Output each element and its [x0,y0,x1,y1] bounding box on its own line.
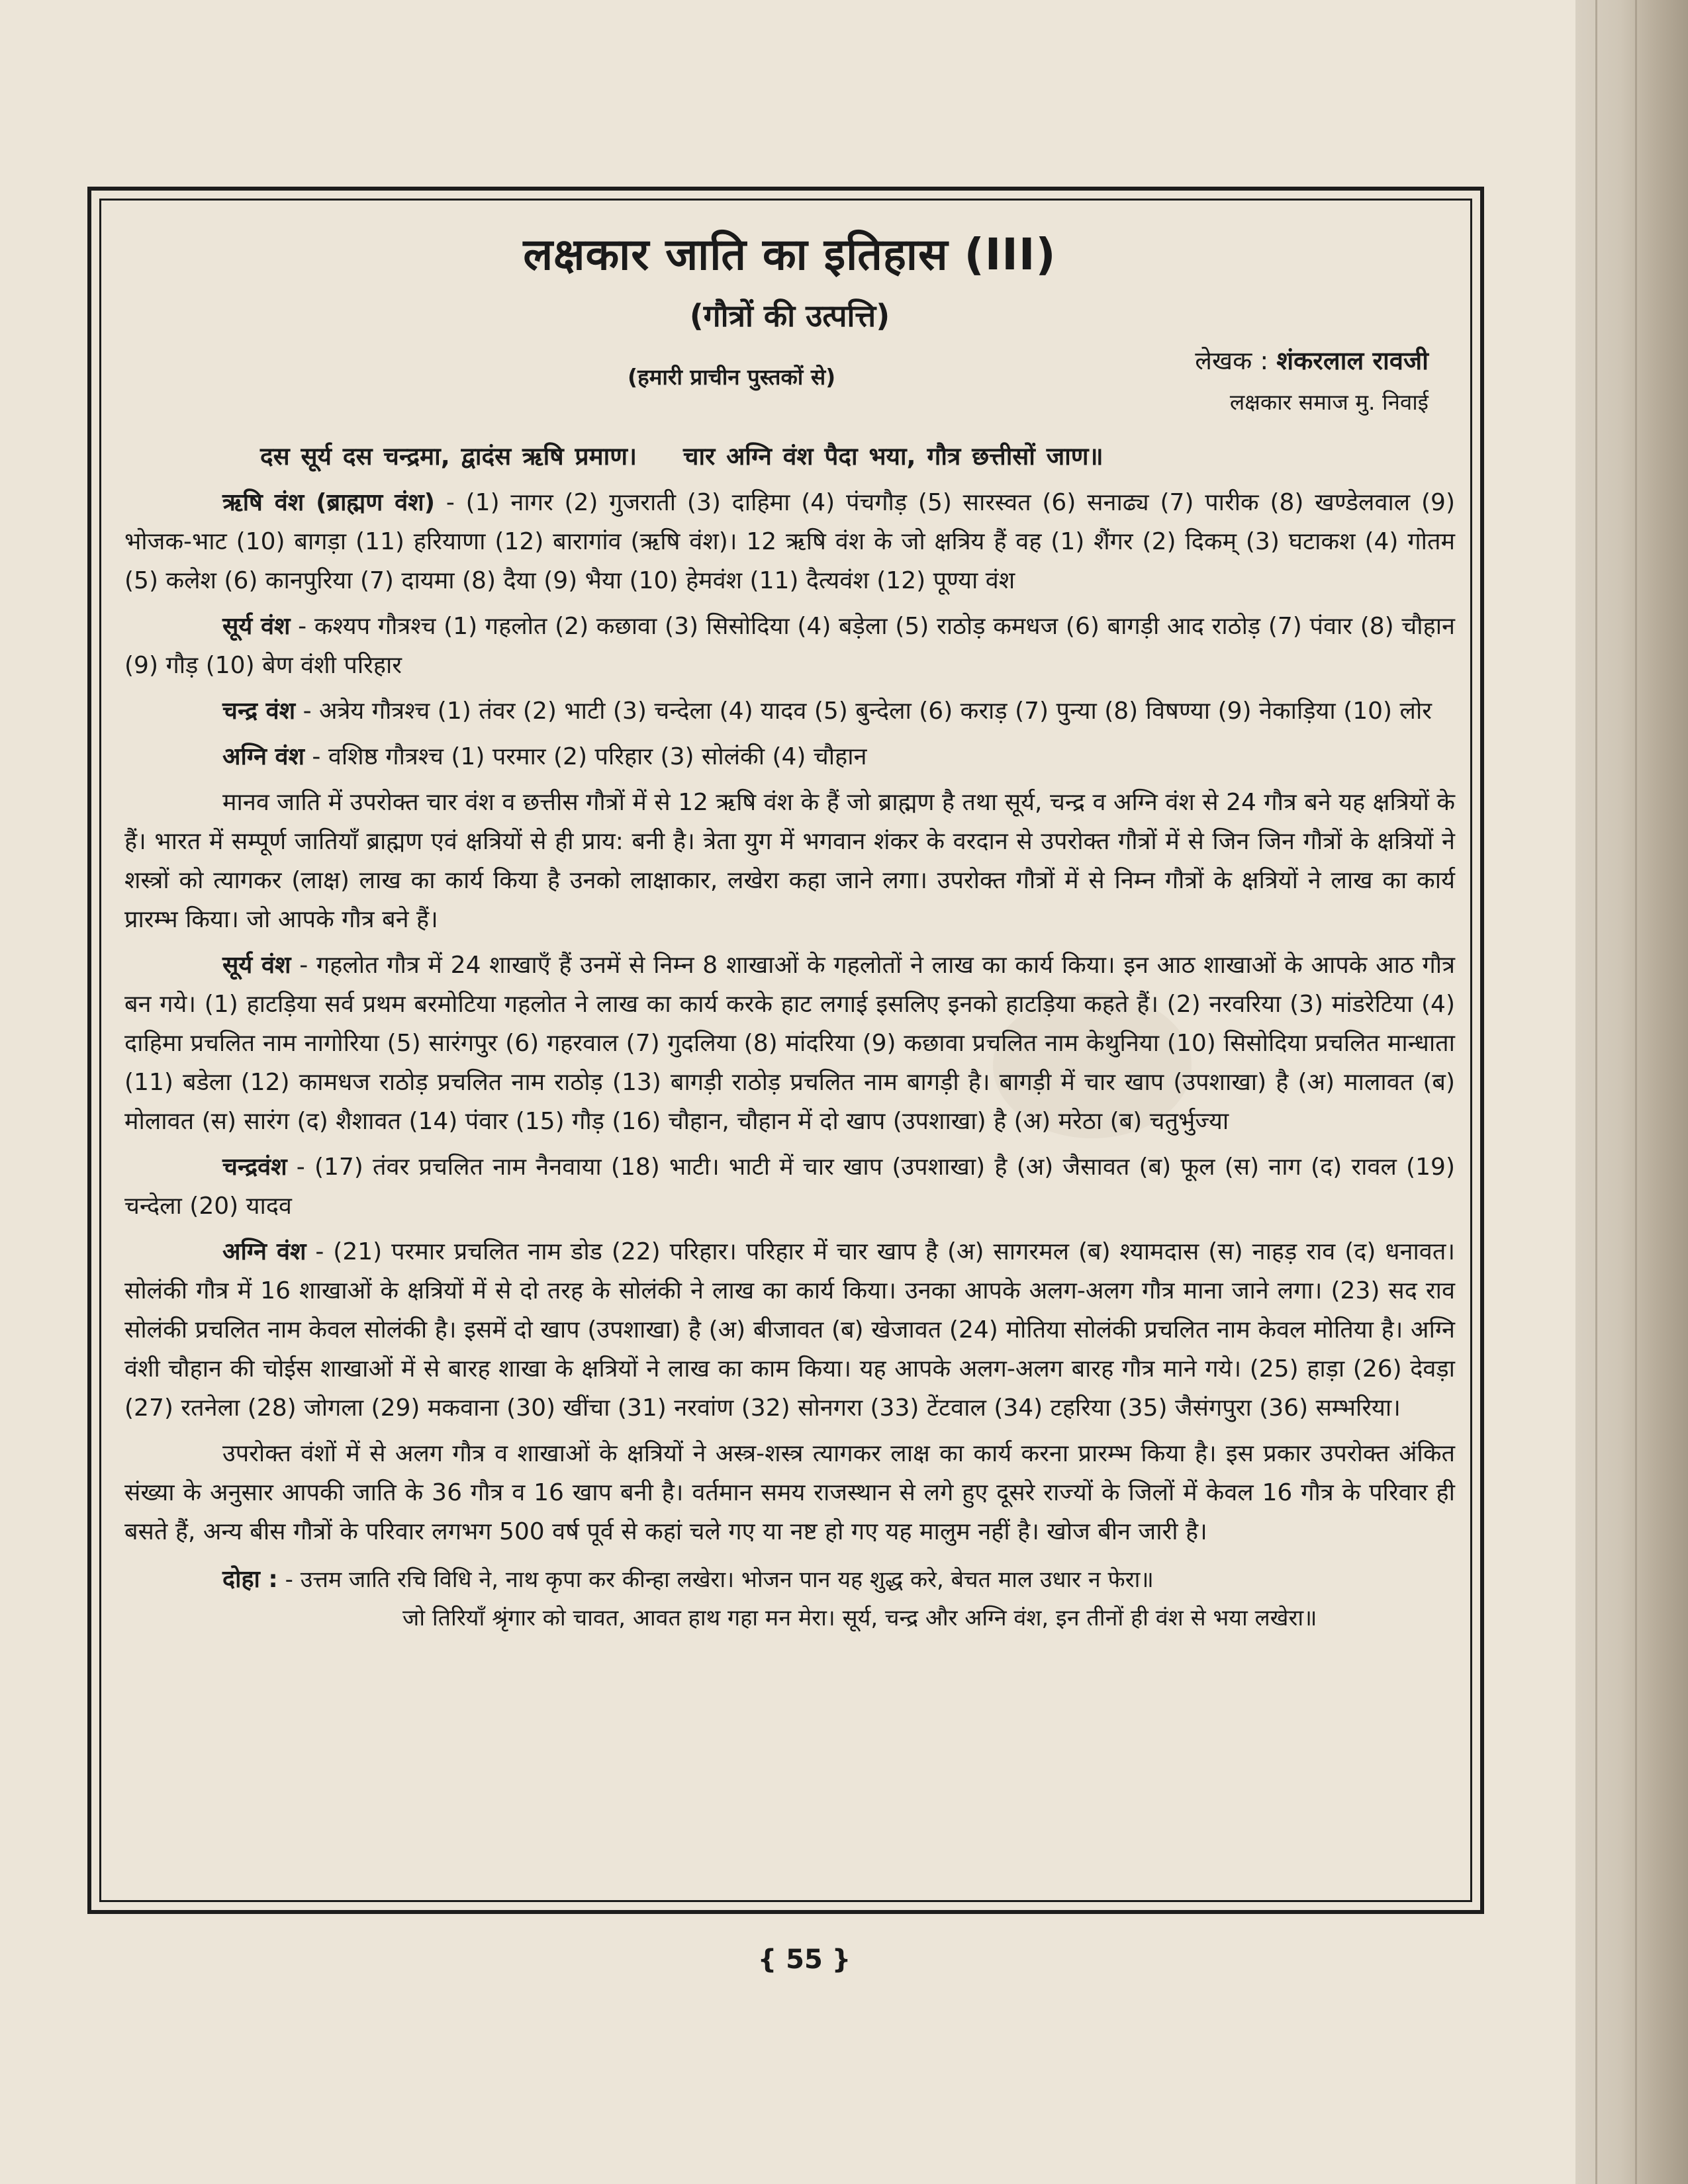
paragraph [124,946,1455,1141]
paragraph-heading: अग्नि वंश [222,1238,306,1265]
doha-line-1: - उत्तम जाति रचि विधि ने, नाथ कृपा कर कीन्हा लखेरा। भोजन पान यह शुद्ध करे, बेचत माल उधार न फेरा॥ [277,1567,1154,1593]
paragraph-text: - (1) नागर (2) गुजराती (3) दाहिमा (4) पंचगौड़ (5) सारस्वत (6) सनाढ्य (7) पारीक (8) खण्डेलवाल (9) भोजक-भाट (10) बागड़ा (11) हरियाणा (12) बारागांव (ऋषि वंश)। 12 ऋषि वंश के जो क्षत्रिय हैं वह (1) शैंगर (2) दिकम् (3) घटाकश (4) गोतम (5) कलेश (6) कानपुरिया (7) दायमा (8) दैया (9) भैया (10) हेमवंश (11) दैत्यवंश (12) पूण्या वंश [124,489,1455,594]
paragraph [124,1434,1455,1551]
paragraph [124,1232,1455,1428]
author-community: लक्षकार समाज मु. निवाई [1229,389,1429,415]
page-edge-line [1595,0,1597,2184]
paragraph-text: उपरोक्त वंशों में से अलग गौत्र व शाखाओं के क्षत्रियों ने अस्त्र-शस्त्र त्यागकर लाक्ष का कार्य करना प्रारम्भ किया है। इस प्रकार उपरोक्त अंकित संख्या के अनुसार आपकी जाति के 36 गौत्र व 16 खाप बनी है। वर्तमान समय राजस्थान से लगे हुए दूसरे राज्यों के जिलों में केवल 16 गौत्र के परिवार ही बसते हैं, अन्य बीस गौत्रों के परिवार लगभग 500 वर्ष पूर्व से कहां चले गए या नष्ट हो गए यह मालुम नहीं है। खोज बीन जारी है। [124,1440,1455,1545]
paragraph-heading: अग्नि वंश [222,743,305,770]
paragraph-heading: ऋषि वंश (ब्राह्मण वंश) [222,489,436,516]
page-subtitle: (गौत्रों की उत्पत्ति) [689,298,890,334]
paragraph [124,1148,1455,1226]
couplet-first-half: दस सूर्य दस चन्द्रमा, द्वादंस ऋषि प्रमाण। [260,442,637,471]
page-number: { 55 } [757,1944,851,1975]
paragraph-heading: चन्द्र वंश [222,698,296,725]
opening-couplet [124,437,1455,477]
byline [124,343,1455,422]
doha-line-2: जो तिरियाँ श्रृंगार को चावत, आवत हाथ गहा मन मेरा। सूर्य, चन्द्र और अग्नि वंश, इन तीनों ही वंश से भया लखेरा॥ [402,1605,1317,1631]
paragraph-heading: सूर्य वंश [222,952,291,979]
page-edge-line [1635,0,1637,2184]
article [124,225,1455,1637]
paragraph-text: - गहलोत गौत्र में 24 शाखाएँ हैं उनमें से निम्न 8 शाखाओं के गहलोतों ने लाख का कार्य किया। इन आठ शाखाओं के आपके आठ गौत्र बन गये। (1) हाटड़िया सर्व प्रथम बरमोटिया गहलोत ने लाख का कार्य करके हाट लगाई इसलिए इनको हाटड़िया कहते हैं। (2) नरवरिया (3) मांडरेटिया (4) दाहिमा प्रचलित नाम नागोरिया (5) सारंगपुर (6) गहरवाल (7) गुदलिया (8) मांदरिया (9) कछावा प्रचलित नाम केथुनिया (10) सिसोदिया प्रचलित मान्धाता (11) बडेला (12) कामधज राठोड़ प्रचलित नाम राठोड़ (13) बागड़ी राठोड़ प्रचलित नाम बागड़ी है। बागड़ी में चार खाप (उपशाखा) है (अ) मालावत (ब) मोलावत (स) सारंग (द) शैशावत (14) पंवार (15) गौड़ (16) चौहान, चौहान में दो खाप (उपशाखा) है (अ) मरेठा (ब) चतुर्भुज्या [124,952,1455,1135]
author-name: शंकरलाल रावजी [1276,346,1429,375]
couplet-second-half: चार अग्नि वंश पैदा भया, गौत्र छत्तीसों जाण॥ [683,442,1103,471]
author-label: लेखक : [1195,346,1269,375]
paragraph-text: - (21) परमार प्रचलित नाम डोड (22) परिहार। परिहार में चार खाप है (अ) सागरमल (ब) श्यामदास (स) नाहड़ राव (द) धनावत। सोलंकी गौत्र में 16 शाखाओं के क्षत्रियों में से दो तरह के सोलंकी ने लाख का कार्य किया। उनका आपके अलग-अलग गौत्र माना जाने लगा। (23) सद राव सोलंकी प्रचलित नाम केवल सोलंकी है। इसमें दो खाप (उपशाखा) है (अ) बीजावत (ब) खेजावत (24) मोतिया सोलंकी प्रचलित नाम केवल मोतिया है। अग्नि वंशी चौहान की चोईस शाखाओं में से बारह शाखा के क्षत्रियों ने लाख का काम किया। यह आपके अलग-अलग बारह गौत्र माने गये। (25) हाड़ा (26) देवड़ा (27) रतनेला (28) जोगला (29) मकवाना (30) खींचा (31) नरवांण (32) सोनगरा (33) टेंटवाल (34) टहरिया (35) जैसंगपुरा (36) सम्भरिया। [124,1238,1455,1422]
doha-verse [124,1561,1455,1637]
paragraph-text: मानव जाति में उपरोक्त चार वंश व छत्तीस गौत्रों में से 12 ऋषि वंश के हैं जो ब्राह्मण है तथा सूर्य, चन्द्र व अग्नि वंश से 24 गौत्र बने यह क्षत्रियों के हैं। भारत में सम्पूर्ण जातियाँ ब्राह्मण एवं क्षत्रियों से ही प्राय: बनी है। त्रेता युग में भगवान शंकर के वरदान से उपरोक्त गौत्रों में से जिन जिन गौत्रों के क्षत्रियों ने शस्त्रों को त्यागकर (लाक्ष) लाख का कार्य किया है उनको लाक्षाकार, लखेरा कहा जाने लगा। उपरोक्त गौत्रों में से निम्न गौत्रों के क्षत्रियों ने लाख का कार्य प्रारम्भ किया। जो आपके गौत्र बने हैं। [124,789,1455,933]
paragraph-text: - (17) तंवर प्रचलित नाम नैनवाया (18) भाटी। भाटी में चार खाप (उपशाखा) है (अ) जैसावत (ब) फूल (स) नाग (द) रावल (19) चन्देला (20) यादव [124,1154,1455,1220]
doha-label: दोहा : [222,1566,278,1593]
paragraph [124,607,1455,685]
paragraph-text: - कश्यप गौत्रश्च (1) गहलोत (2) कछावा (3) सिसोदिया (4) बड़ेला (5) राठोड़ कमधज (6) बागड़ी आद राठोड़ (7) पंवार (8) चौहान (9) गौड़ (10) बेण वंशी परिहार [124,613,1455,679]
paragraph-text: - वशिष्ठ गौत्रश्च (1) परमार (2) परिहार (3) सोलंकी (4) चौहान [304,743,867,770]
source-note: (हमारी प्राचीन पुस्तकों से) [628,364,836,390]
paragraph [124,783,1455,939]
book-page-edge [1575,0,1688,2184]
paragraph [124,737,1455,776]
page-title: लक्षकार जाति का इतिहास (III) [523,229,1056,280]
paragraph-text: - अत्रेय गौत्रश्च (1) तंवर (2) भाटी (3) चन्देला (4) यादव (5) बुन्देला (6) कराड़ (7) पुन्या (8) विषण्या (9) नेकाड़िया (10) लोर [295,698,1432,725]
paragraph [124,692,1455,731]
paragraph-heading: सूर्य वंश [222,613,291,640]
author [1195,343,1429,377]
paragraph [124,483,1455,600]
paragraph-heading: चन्द्रवंश [222,1154,287,1181]
